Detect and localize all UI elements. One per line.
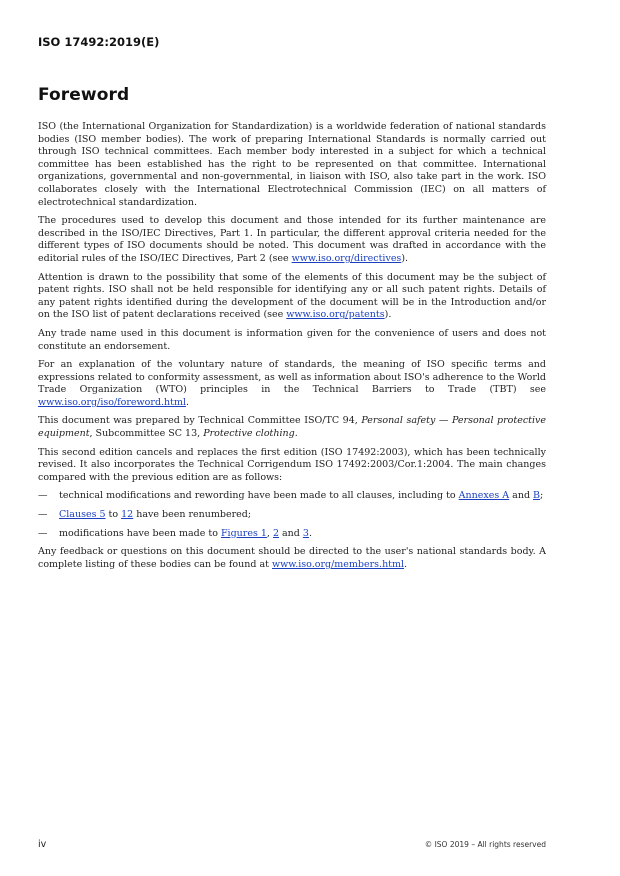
paragraph-procedures — [38, 215, 546, 265]
paragraph-text: modifications have been made to — [59, 527, 221, 539]
paragraph-iso-overview — [38, 121, 546, 209]
document-id-header: ISO 17492:2019(E) — [38, 35, 160, 49]
paragraph-text: and — [279, 527, 303, 539]
paragraph-text: The procedures used to develop this document and those intended for its further maintenance are described in the ISO/IEC Directives, Part 1. In particular, the different approval criteria needed for the different types of ISO documents should be noted. This document was drafted in accordance with the editorial rules of the ISO/IEC Directives, Part 2 (see — [38, 215, 546, 264]
paragraph-patents — [38, 272, 546, 322]
members-link[interactable]: www.iso.org/members.html — [271, 558, 405, 570]
list-item-text — [59, 509, 251, 522]
list-item — [38, 490, 546, 503]
bullet-dash: — — [38, 509, 48, 521]
paragraph-text: , — [266, 527, 273, 539]
list-item-text — [59, 490, 543, 503]
paragraph-text: This second edition cancels and replaces the first edition (ISO 17492:2003), which has been technically revised. It also incorporates the Technical Corrigendum ISO 17492:2003/Cor.1:2004. The main changes compared with the previous edition are as follows: — [38, 446, 546, 483]
clauses-5-link[interactable]: Clauses 5 — [59, 509, 106, 521]
paragraph-text: . — [308, 527, 312, 539]
figure-2-link[interactable]: 2 — [272, 527, 279, 539]
paragraph-text: ISO (the International Organization for Standardization) is a worldwide federation of national standards bodies (ISO member bodies). The work of preparing International Standards is normally carried out through ISO technical committees. Each member body interested in a subject for which a technical committee has been established has the right to be represented on that committee. International organizations, governmental and non-governmental, in liaison with ISO, also take part in the work. ISO collaborates closely with the International Electrotechnical Commission (IEC) on all matters of electrotechnical standardization. — [38, 121, 546, 208]
paragraph-edition — [38, 447, 546, 485]
list-item — [38, 528, 546, 541]
paragraph-text: ; — [540, 490, 544, 502]
paragraph-trade-name — [38, 328, 546, 353]
directives-link[interactable]: www.iso.org/directives — [291, 252, 402, 264]
foreword-body — [38, 121, 546, 577]
annexes-a-link[interactable]: Annexes A — [458, 490, 510, 502]
paragraph-committee — [38, 415, 546, 440]
patents-link[interactable]: www.iso.org/patents — [286, 309, 385, 321]
paragraph-text: Any feedback or questions on this document should be directed to the user's national standards body. A complete listing of these bodies can be found at — [38, 546, 546, 570]
paragraph-text: ). — [401, 252, 409, 264]
foreword-link[interactable]: www.iso.org/iso/foreword.html — [38, 396, 187, 408]
subcommittee-title: Protective clothing — [203, 428, 295, 440]
paragraph-text: Attention is drawn to the possibility that some of the elements of this document may be the subject of patent rights. ISO shall not be held responsible for identifying any or all such patent rights. Details of any patent rights identified during the development of the document will be in the Introduction and/or on the ISO list of patent declarations received (see — [38, 271, 546, 321]
paragraph-text: have been renumbered; — [133, 509, 252, 521]
list-item-text — [59, 528, 312, 541]
paragraph-text: Any trade name used in this document is information given for the convenience of users and does not constitute an endorsement. — [38, 327, 546, 352]
figure-3-link[interactable]: 3 — [302, 527, 309, 539]
list-item — [38, 509, 546, 522]
page-number: iv — [38, 839, 47, 850]
figure-1-link[interactable]: Figures 1 — [220, 527, 267, 539]
paragraph-voluntary-nature — [38, 359, 546, 409]
paragraph-feedback — [38, 546, 546, 571]
paragraph-text: ). — [384, 309, 392, 321]
paragraph-text: to — [105, 509, 122, 521]
paragraph-text: and — [509, 490, 534, 502]
paragraph-text: This document was prepared by Technical Committee ISO/TC 94, — [38, 415, 362, 427]
committee-title: Personal safety — Personal protective equipment — [38, 415, 546, 440]
bullet-dash: — — [38, 490, 48, 502]
paragraph-text: For an explanation of the voluntary nature of standards, the meaning of ISO specific terms and expressions related to conformity assessment, as well as information about ISO's adherence to the World Trade Organization (WTO) principles in the Technical Barriers to Trade (TBT) see — [38, 359, 546, 396]
paragraph-text: . — [186, 396, 190, 408]
copyright-notice: © ISO 2019 – All rights reserved — [424, 840, 546, 849]
paragraph-text: , Subcommittee SC 13, — [89, 428, 204, 440]
bullet-dash: — — [38, 527, 48, 539]
annex-b-link[interactable]: B — [533, 490, 541, 502]
page-title: Foreword — [38, 85, 130, 105]
paragraph-text: technical modifications and rewording have been made to all clauses, including to — [59, 490, 459, 502]
clause-12-link[interactable]: 12 — [121, 509, 134, 521]
paragraph-text: . — [404, 558, 408, 570]
paragraph-text: . — [294, 428, 298, 440]
